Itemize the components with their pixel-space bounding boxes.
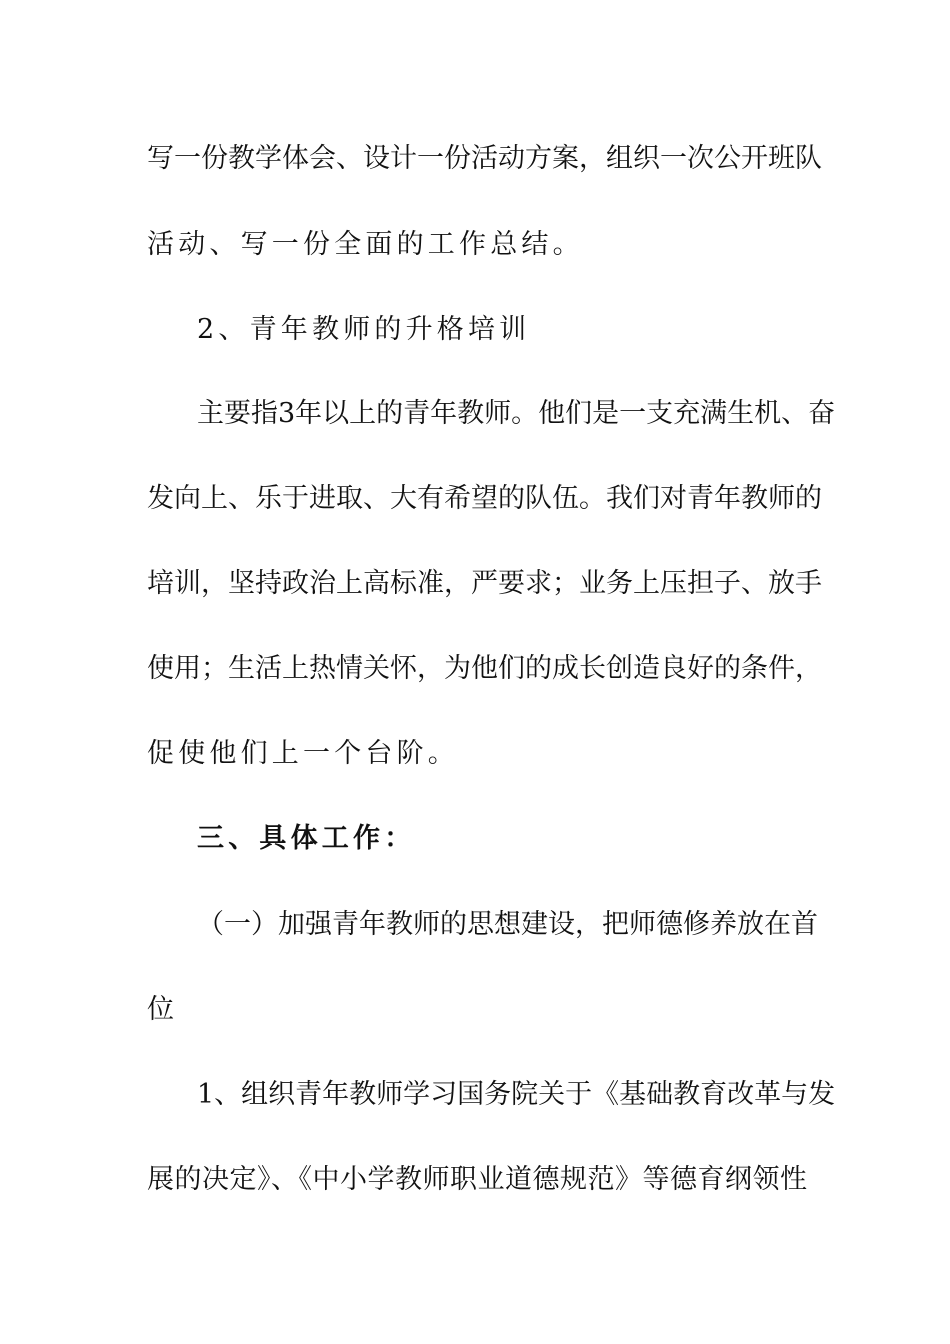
paragraph-line: 活动、写一份全面的工作总结。 — [147, 229, 584, 260]
paragraph-line: 写一份教学体会、设计一份活动方案，组织一次公开班队 — [147, 143, 822, 174]
paragraph-line: 使用；生活上热情关怀，为他们的成长创造良好的条件， — [147, 653, 822, 684]
paragraph-line: 发向上、乐于进取、大有希望的队伍。我们对青年教师的 — [147, 483, 822, 514]
paragraph-line: 培训，坚持政治上高标准，严要求；业务上压担子、放手 — [147, 568, 822, 599]
paragraph-line: 主要指3年以上的青年教师。他们是一支充满生机、奋 — [197, 398, 836, 429]
paragraph-line: 促使他们上一个台阶。 — [147, 738, 459, 769]
subsection-heading: （一）加强青年教师的思想建设，把师德修养放在首 — [197, 909, 818, 940]
paragraph-line: 1、组织青年教师学习国务院关于《基础教育改革与发 — [197, 1079, 836, 1110]
paragraph-line: 展的决定》、《中小学教师职业道德规范》等德育纲领性 — [147, 1164, 807, 1195]
section-heading: 2、青年教师的升格培训 — [197, 314, 531, 345]
subsection-heading: 位 — [147, 994, 179, 1025]
section-heading: 三、具体工作： — [197, 823, 416, 854]
